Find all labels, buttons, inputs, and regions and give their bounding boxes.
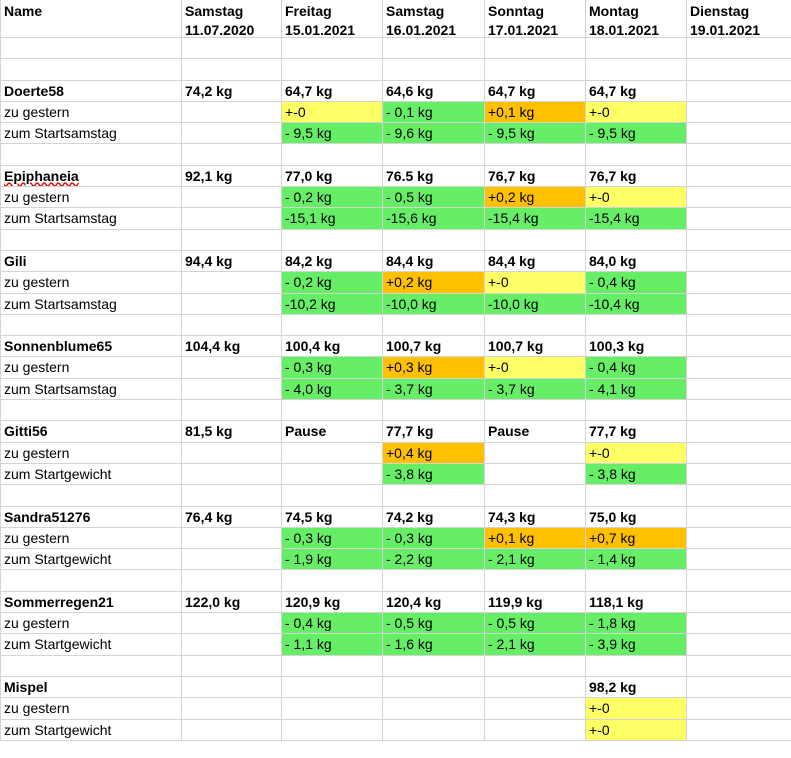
empty-cell[interactable] [585, 400, 686, 420]
participant-weight-row [0, 677, 791, 698]
weight-cell[interactable] [686, 336, 791, 356]
diff-start-row [0, 379, 791, 400]
weight-cell[interactable]: 100,3 kg [585, 336, 686, 356]
weight-cell[interactable]: 77,7 kg [382, 421, 484, 441]
diff-cell[interactable]: - 0,5 kg [382, 613, 484, 633]
weight-cell[interactable]: 120,9 kg [281, 592, 382, 612]
diff-start-row [0, 464, 791, 485]
empty-cell[interactable] [585, 144, 686, 164]
weight-cell[interactable]: 74,5 kg [281, 507, 382, 527]
diff-cell[interactable]: - 2,2 kg [382, 549, 484, 569]
diff-yesterday-row [0, 613, 791, 634]
empty-cell[interactable] [382, 38, 484, 58]
empty-cell[interactable] [281, 485, 382, 505]
weight-cell[interactable]: 76.5 kg [382, 166, 484, 186]
diff-cell[interactable]: - 0,4 kg [585, 272, 686, 292]
empty-cell[interactable] [585, 570, 686, 590]
empty-cell[interactable] [0, 656, 139, 676]
empty-cell[interactable] [281, 230, 382, 250]
diff-cell[interactable]: - 4,1 kg [585, 379, 686, 399]
empty-cell[interactable] [484, 570, 585, 590]
empty-cell[interactable] [484, 230, 585, 250]
diff-cell[interactable]: - 3,9 kg [585, 634, 686, 654]
empty-cell[interactable] [0, 485, 139, 505]
diff-cell[interactable] [686, 528, 791, 548]
diff-cell[interactable] [686, 294, 791, 314]
empty-cell[interactable] [686, 144, 791, 164]
empty-cell[interactable] [484, 59, 585, 79]
participant-name[interactable]: Gili [0, 251, 139, 271]
empty-row [0, 230, 791, 251]
participant-weight-row [0, 336, 791, 357]
empty-cell[interactable] [181, 549, 281, 569]
weight-cell[interactable]: 64,7 kg [484, 81, 585, 101]
empty-cell[interactable] [281, 38, 382, 58]
diff-cell[interactable]: - 1,1 kg [281, 634, 382, 654]
weight-cell[interactable] [686, 677, 791, 697]
empty-cell[interactable] [484, 485, 585, 505]
diff-cell[interactable] [686, 549, 791, 569]
header-date-label: 17.01.2021 [488, 22, 559, 37]
diff-cell[interactable]: -10,0 kg [382, 294, 484, 314]
empty-cell[interactable] [181, 485, 281, 505]
empty-cell[interactable] [181, 570, 281, 590]
diff-cell[interactable]: +-0 [585, 443, 686, 463]
weight-cell[interactable]: 77,0 kg [281, 166, 382, 186]
empty-cell[interactable] [281, 144, 382, 164]
start-weight-cell[interactable]: 122,0 kg [181, 592, 281, 612]
diff-start-row [0, 294, 791, 315]
row-label[interactable]: zu gestern [0, 698, 139, 718]
weight-cell[interactable] [382, 677, 484, 697]
weight-cell[interactable] [686, 592, 791, 612]
header-day-6[interactable] [686, 0, 791, 37]
diff-cell[interactable] [484, 698, 585, 718]
empty-cell[interactable] [0, 315, 139, 335]
diff-cell[interactable]: -10,2 kg [281, 294, 382, 314]
diff-yesterday-row [0, 443, 791, 464]
diff-yesterday-row [0, 272, 791, 293]
weight-cell[interactable]: 84,0 kg [585, 251, 686, 271]
row-label[interactable]: zum Startgewicht [0, 464, 139, 484]
weight-cell[interactable]: 84,4 kg [484, 251, 585, 271]
diff-cell[interactable]: - 0,2 kg [281, 272, 382, 292]
empty-cell[interactable] [0, 38, 139, 58]
weight-cell[interactable] [686, 507, 791, 527]
diff-cell[interactable] [281, 443, 382, 463]
diff-cell[interactable]: - 9,5 kg [484, 123, 585, 143]
diff-cell[interactable]: - 2,1 kg [484, 634, 585, 654]
diff-cell[interactable]: +0,1 kg [484, 102, 585, 122]
empty-cell[interactable] [0, 59, 139, 79]
empty-cell[interactable] [585, 656, 686, 676]
header-date-label: 16.01.2021 [386, 22, 457, 37]
diff-cell[interactable]: - 1,8 kg [585, 613, 686, 633]
participant-weight-row [0, 251, 791, 272]
empty-row [0, 570, 791, 591]
diff-cell[interactable]: - 1,4 kg [585, 549, 686, 569]
header-day-1[interactable] [181, 0, 281, 37]
empty-cell[interactable] [0, 230, 139, 250]
empty-cell[interactable] [484, 400, 585, 420]
diff-cell[interactable]: - 4,0 kg [281, 379, 382, 399]
empty-cell[interactable] [686, 485, 791, 505]
diff-cell[interactable]: +-0 [281, 102, 382, 122]
diff-cell[interactable]: +-0 [585, 187, 686, 207]
empty-row [0, 59, 791, 80]
participant-weight-row [0, 592, 791, 613]
diff-yesterday-row [0, 187, 791, 208]
diff-cell[interactable] [484, 464, 585, 484]
start-weight-cell[interactable]: 104,4 kg [181, 336, 281, 356]
empty-cell[interactable] [181, 208, 281, 228]
empty-cell[interactable] [686, 400, 791, 420]
row-label[interactable]: zum Startsamstag [0, 208, 139, 228]
diff-cell[interactable] [281, 464, 382, 484]
empty-cell[interactable] [382, 59, 484, 79]
weight-cell[interactable]: 100,4 kg [281, 336, 382, 356]
empty-cell[interactable] [181, 272, 281, 292]
row-label[interactable]: zu gestern [0, 528, 139, 548]
row-label[interactable]: zu gestern [0, 357, 139, 377]
row-label[interactable]: zum Startsamstag [0, 379, 139, 399]
diff-cell[interactable]: - 3,8 kg [382, 464, 484, 484]
diff-cell[interactable]: -15,6 kg [382, 208, 484, 228]
diff-cell[interactable] [686, 698, 791, 718]
empty-cell[interactable] [281, 400, 382, 420]
diff-cell[interactable]: - 0,3 kg [281, 528, 382, 548]
header-day-3[interactable] [382, 0, 484, 37]
empty-row [0, 315, 791, 336]
weight-cell[interactable]: 74,2 kg [382, 507, 484, 527]
diff-cell[interactable]: +0,4 kg [382, 443, 484, 463]
weight-cell[interactable]: Pause [484, 421, 585, 441]
empty-cell[interactable] [181, 123, 281, 143]
diff-cell[interactable]: +-0 [585, 720, 686, 740]
diff-cell[interactable]: +-0 [585, 102, 686, 122]
diff-cell[interactable]: - 0,4 kg [585, 357, 686, 377]
weight-cell[interactable] [686, 166, 791, 186]
weight-cell[interactable]: Pause [281, 421, 382, 441]
header-day-label: Samstag [185, 3, 244, 19]
empty-cell[interactable] [181, 144, 281, 164]
empty-cell[interactable] [585, 230, 686, 250]
participant-blocks [0, 38, 791, 741]
empty-cell[interactable] [181, 230, 281, 250]
participant-name[interactable]: Sommerregen21 [0, 592, 139, 612]
empty-cell[interactable] [0, 400, 139, 420]
empty-cell[interactable] [181, 400, 281, 420]
row-label[interactable]: zu gestern [0, 272, 139, 292]
diff-cell[interactable] [686, 123, 791, 143]
weight-cell[interactable]: 84,2 kg [281, 251, 382, 271]
diff-cell[interactable] [686, 379, 791, 399]
empty-row [0, 656, 791, 677]
empty-cell[interactable] [181, 720, 281, 740]
weight-cell[interactable]: 100,7 kg [382, 336, 484, 356]
start-weight-cell[interactable]: 92,1 kg [181, 166, 281, 186]
weight-cell[interactable]: 119,9 kg [484, 592, 585, 612]
diff-cell[interactable] [686, 208, 791, 228]
empty-cell[interactable] [181, 613, 281, 633]
empty-cell[interactable] [181, 634, 281, 654]
empty-cell[interactable] [686, 59, 791, 79]
empty-cell[interactable] [382, 315, 484, 335]
diff-start-row [0, 720, 791, 741]
diff-cell[interactable]: - 9,6 kg [382, 123, 484, 143]
empty-row [0, 400, 791, 421]
empty-cell[interactable] [181, 187, 281, 207]
participant-weight-row [0, 166, 791, 187]
empty-cell[interactable] [585, 59, 686, 79]
diff-cell[interactable]: +0,2 kg [382, 272, 484, 292]
diff-start-row [0, 208, 791, 229]
diff-cell[interactable]: - 0,1 kg [382, 102, 484, 122]
empty-cell[interactable] [181, 357, 281, 377]
diff-cell[interactable] [686, 357, 791, 377]
participant-name[interactable]: Sonnenblume65 [0, 336, 139, 356]
empty-cell[interactable] [382, 230, 484, 250]
start-weight-cell[interactable]: 94,4 kg [181, 251, 281, 271]
diff-cell[interactable] [281, 720, 382, 740]
diff-cell[interactable] [686, 464, 791, 484]
empty-cell[interactable] [181, 294, 281, 314]
diff-yesterday-row [0, 357, 791, 378]
header-day-label: Sonntag [488, 3, 544, 19]
diff-cell[interactable]: - 0,3 kg [281, 357, 382, 377]
participant-weight-row [0, 421, 791, 442]
start-weight-cell[interactable]: 76,4 kg [181, 507, 281, 527]
row-label[interactable]: zum Startgewicht [0, 634, 139, 654]
empty-cell[interactable] [382, 400, 484, 420]
diff-cell[interactable]: - 1,6 kg [382, 634, 484, 654]
start-weight-cell[interactable] [181, 677, 281, 697]
diff-cell[interactable] [686, 272, 791, 292]
diff-cell[interactable]: - 9,5 kg [585, 123, 686, 143]
diff-cell[interactable] [686, 443, 791, 463]
empty-cell[interactable] [686, 230, 791, 250]
diff-cell[interactable]: +0,2 kg [484, 187, 585, 207]
diff-start-row [0, 549, 791, 570]
header-day-label: Montag [589, 3, 639, 19]
diff-cell[interactable]: - 3,8 kg [585, 464, 686, 484]
empty-cell[interactable] [382, 144, 484, 164]
diff-cell[interactable]: +0,7 kg [585, 528, 686, 548]
header-name[interactable]: Name [0, 0, 139, 37]
weight-cell[interactable]: 64,6 kg [382, 81, 484, 101]
row-label[interactable]: zu gestern [0, 187, 139, 207]
weight-cell[interactable] [484, 677, 585, 697]
row-label[interactable]: zu gestern [0, 443, 139, 463]
empty-cell[interactable] [181, 443, 281, 463]
weight-cell[interactable]: 84,4 kg [382, 251, 484, 271]
header-date-label: 19.01.2021 [690, 22, 761, 37]
empty-cell[interactable] [484, 656, 585, 676]
row-label[interactable]: zum Startgewicht [0, 720, 139, 740]
participant-weight-row [0, 507, 791, 528]
diff-cell[interactable]: - 0,5 kg [484, 613, 585, 633]
weight-cell[interactable] [686, 421, 791, 441]
diff-cell[interactable] [686, 102, 791, 122]
weight-cell[interactable]: 118,1 kg [585, 592, 686, 612]
empty-cell[interactable] [686, 38, 791, 58]
empty-cell[interactable] [181, 656, 281, 676]
diff-cell[interactable] [382, 698, 484, 718]
diff-start-row [0, 634, 791, 655]
header-date-label: 11.07.2020 [185, 22, 255, 37]
header-day-label: Dienstag [690, 3, 750, 19]
diff-cell[interactable]: -15,4 kg [585, 208, 686, 228]
empty-cell[interactable] [281, 570, 382, 590]
diff-start-row [0, 123, 791, 144]
diff-cell[interactable]: - 0,4 kg [281, 613, 382, 633]
diff-cell[interactable] [686, 187, 791, 207]
diff-cell[interactable]: - 0,3 kg [382, 528, 484, 548]
diff-cell[interactable] [484, 720, 585, 740]
header-day-4[interactable] [484, 0, 585, 37]
row-label[interactable]: zum Startsamstag [0, 123, 139, 143]
empty-row [0, 485, 791, 506]
participant-name[interactable]: Doerte58 [0, 81, 139, 101]
diff-cell[interactable] [686, 720, 791, 740]
empty-cell[interactable] [686, 570, 791, 590]
empty-cell[interactable] [382, 570, 484, 590]
empty-row [0, 144, 791, 165]
header-day-2[interactable] [281, 0, 382, 37]
row-label[interactable]: zum Startgewicht [0, 549, 139, 569]
diff-cell[interactable]: - 2,1 kg [484, 549, 585, 569]
empty-cell[interactable] [0, 144, 139, 164]
header-day-label: Freitag [285, 3, 332, 19]
empty-cell[interactable] [281, 656, 382, 676]
row-label[interactable]: zu gestern [0, 102, 139, 122]
empty-cell[interactable] [181, 528, 281, 548]
empty-cell[interactable] [686, 315, 791, 335]
weight-cell[interactable]: 74,3 kg [484, 507, 585, 527]
participant-name[interactable]: Epiphaneia [0, 166, 139, 186]
participant-name[interactable]: Mispel [0, 677, 139, 697]
empty-cell[interactable] [585, 485, 686, 505]
empty-cell[interactable] [585, 38, 686, 58]
empty-cell[interactable] [484, 38, 585, 58]
empty-cell[interactable] [382, 485, 484, 505]
empty-cell[interactable] [181, 102, 281, 122]
diff-cell[interactable]: - 9,5 kg [281, 123, 382, 143]
empty-cell[interactable] [484, 144, 585, 164]
diff-cell[interactable] [686, 613, 791, 633]
diff-cell[interactable]: - 0,2 kg [281, 187, 382, 207]
start-weight-cell[interactable]: 74,2 kg [181, 81, 281, 101]
diff-cell[interactable]: +-0 [585, 698, 686, 718]
header-date-label: 18.01.2021 [589, 22, 660, 37]
header-row [0, 0, 791, 38]
participant-name[interactable]: Sandra51276 [0, 507, 139, 527]
header-day-5[interactable] [585, 0, 686, 37]
diff-cell[interactable]: -15,4 kg [484, 208, 585, 228]
diff-cell[interactable]: +-0 [484, 357, 585, 377]
diff-cell[interactable] [686, 634, 791, 654]
weight-cell[interactable]: 100,7 kg [484, 336, 585, 356]
empty-cell[interactable] [686, 656, 791, 676]
diff-cell[interactable]: -10,4 kg [585, 294, 686, 314]
diff-cell[interactable]: - 3,7 kg [484, 379, 585, 399]
empty-cell[interactable] [281, 315, 382, 335]
diff-cell[interactable] [484, 443, 585, 463]
start-weight-cell[interactable]: 81,5 kg [181, 421, 281, 441]
weight-cell[interactable]: 77,7 kg [585, 421, 686, 441]
empty-cell[interactable] [382, 656, 484, 676]
diff-cell[interactable] [382, 720, 484, 740]
diff-cell[interactable]: - 1,9 kg [281, 549, 382, 569]
weight-cell[interactable]: 120,4 kg [382, 592, 484, 612]
row-label[interactable]: zu gestern [0, 613, 139, 633]
weight-cell[interactable]: 76,7 kg [585, 166, 686, 186]
empty-cell[interactable] [181, 379, 281, 399]
diff-cell[interactable]: +-0 [484, 272, 585, 292]
empty-cell[interactable] [181, 464, 281, 484]
diff-cell[interactable]: -15,1 kg [281, 208, 382, 228]
participant-name[interactable]: Gitti56 [0, 421, 139, 441]
diff-yesterday-row [0, 698, 791, 719]
row-label[interactable]: zum Startsamstag [0, 294, 139, 314]
participant-weight-row [0, 81, 791, 102]
header-day-label: Samstag [386, 3, 445, 19]
diff-yesterday-row [0, 528, 791, 549]
empty-cell[interactable] [181, 315, 281, 335]
diff-cell[interactable]: - 0,5 kg [382, 187, 484, 207]
weight-cell[interactable]: 64,7 kg [281, 81, 382, 101]
diff-yesterday-row [0, 102, 791, 123]
diff-cell[interactable]: -10,0 kg [484, 294, 585, 314]
diff-cell[interactable]: +0,3 kg [382, 357, 484, 377]
diff-cell[interactable]: - 3,7 kg [382, 379, 484, 399]
empty-cell[interactable] [181, 698, 281, 718]
empty-cell[interactable] [0, 570, 139, 590]
weight-cell[interactable] [686, 81, 791, 101]
diff-cell[interactable]: +0,1 kg [484, 528, 585, 548]
weight-cell[interactable]: 98,2 kg [585, 677, 686, 697]
weight-cell[interactable] [281, 677, 382, 697]
empty-cell[interactable] [181, 59, 281, 79]
weight-cell[interactable] [686, 251, 791, 271]
weight-cell[interactable]: 64,7 kg [585, 81, 686, 101]
weight-cell[interactable]: 75,0 kg [585, 507, 686, 527]
diff-cell[interactable] [281, 698, 382, 718]
empty-cell[interactable] [585, 315, 686, 335]
empty-cell[interactable] [281, 59, 382, 79]
header-date-label: 15.01.2021 [285, 22, 356, 37]
empty-cell[interactable] [484, 315, 585, 335]
empty-cell[interactable] [181, 38, 281, 58]
weight-cell[interactable]: 76,7 kg [484, 166, 585, 186]
empty-row [0, 38, 791, 59]
